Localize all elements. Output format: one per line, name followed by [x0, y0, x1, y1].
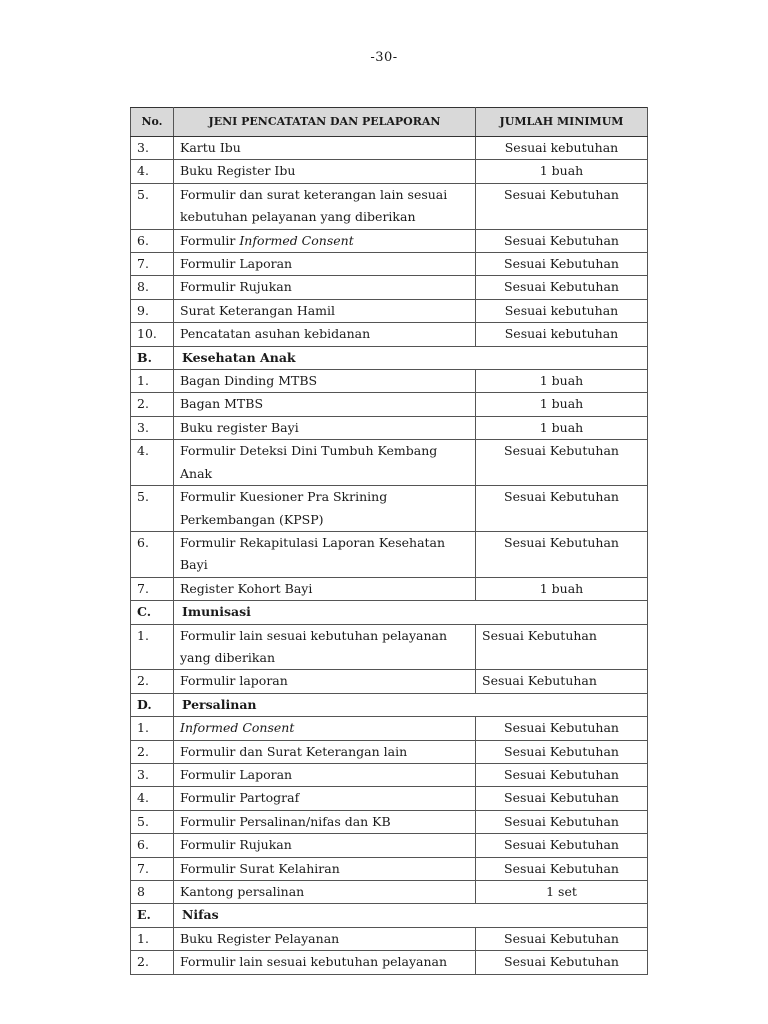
row-quantity: [476, 323, 648, 346]
row-number-text: 6.: [137, 232, 149, 248]
table-row: [131, 299, 648, 322]
header-minimum-quantity: JUMLAH MINIMUM: [476, 108, 648, 137]
row-quantity: [476, 393, 648, 416]
row-quantity: [476, 787, 648, 810]
row-item: [174, 253, 476, 276]
header-record-type: JENI PENCATATAN DAN PELAPORAN: [174, 108, 476, 137]
row-item: [174, 531, 476, 577]
row-quantity: [476, 276, 648, 299]
row-quantity-text: 1 buah: [539, 580, 584, 596]
row-item: [174, 881, 476, 904]
row-number: [131, 881, 174, 904]
row-item-text: Pencatatan asuhan kebidanan: [180, 326, 371, 342]
row-item-text: Buku Register Ibu: [180, 163, 296, 179]
table-row: [131, 810, 648, 833]
row-quantity: [476, 951, 648, 974]
table-row: [131, 416, 648, 439]
row-quantity-text: Sesuai Kebutuhan: [482, 673, 597, 689]
row-quantity-text: Sesuai Kebutuhan: [504, 930, 619, 946]
row-item-text: Formulir laporan: [180, 673, 288, 689]
table-row: [131, 393, 648, 416]
row-quantity: [476, 881, 648, 904]
row-item: [174, 927, 476, 950]
row-number-text: 1.: [137, 930, 149, 946]
table-row: [131, 670, 648, 693]
row-item: [174, 577, 476, 600]
row-item: [174, 717, 476, 740]
row-number-text: 5.: [137, 186, 149, 202]
row-item-text: Buku register Bayi: [180, 419, 299, 435]
row-number-text: 3.: [137, 419, 149, 435]
section-letter: [131, 346, 174, 369]
section-row: [131, 346, 648, 369]
row-number-text: 1.: [137, 373, 149, 389]
row-number: [131, 857, 174, 880]
row-quantity: [476, 740, 648, 763]
row-quantity-text: Sesuai Kebutuhan: [504, 720, 619, 736]
table-row: [131, 486, 648, 532]
row-quantity-text: Sesuai kebutuhan: [504, 302, 619, 318]
row-item: [174, 486, 476, 532]
row-item-text: Formulir dan surat keterangan lain sesuai kebutuhan pelayanan yang diberikan: [180, 186, 448, 225]
row-quantity-text: Sesuai Kebutuhan: [504, 813, 619, 829]
row-number-text: 1.: [137, 627, 149, 643]
row-quantity: [476, 416, 648, 439]
row-quantity-text: Sesuai Kebutuhan: [504, 489, 619, 505]
row-item: [174, 160, 476, 183]
row-quantity: [476, 299, 648, 322]
row-quantity-text: Sesuai kebutuhan: [504, 326, 619, 342]
row-item: [174, 299, 476, 322]
section-letter-text: E.: [137, 907, 151, 923]
row-quantity: [476, 670, 648, 693]
table-row: [131, 740, 648, 763]
section-title-text: Nifas: [182, 907, 219, 923]
row-item-text: Register Kohort Bayi: [180, 580, 313, 596]
table-row: [131, 370, 648, 393]
row-item: [174, 810, 476, 833]
row-quantity: [476, 927, 648, 950]
row-item-text: Formulir Rujukan: [180, 279, 292, 295]
row-item-text: Formulir Surat Kelahiran: [180, 860, 340, 876]
row-number: [131, 299, 174, 322]
row-item: [174, 440, 476, 486]
table-row: [131, 717, 648, 740]
row-number: [131, 624, 174, 670]
section-letter-text: D.: [137, 696, 152, 712]
row-item: [174, 183, 476, 229]
row-number-text: 6.: [137, 534, 149, 550]
table-row: [131, 834, 648, 857]
row-number-text: 4.: [137, 163, 149, 179]
row-quantity-text: Sesuai Kebutuhan: [504, 766, 619, 782]
records-table: [130, 107, 648, 975]
row-item: [174, 763, 476, 786]
row-quantity-text: Sesuai Kebutuhan: [504, 186, 619, 202]
row-number-text: 5.: [137, 489, 149, 505]
row-item-text: Formulir Laporan: [180, 256, 293, 272]
section-letter: [131, 693, 174, 716]
row-item: [174, 834, 476, 857]
row-number-text: 7.: [137, 580, 149, 596]
row-quantity-text: 1 buah: [539, 419, 584, 435]
page-number: -30-: [370, 50, 398, 65]
row-item-text: Kartu Ibu: [180, 140, 241, 155]
row-quantity: [476, 440, 648, 486]
table-row: [131, 229, 648, 252]
row-quantity-text: Sesuai Kebutuhan: [504, 232, 619, 248]
row-item-text: Formulir Deteksi Dini Tumbuh Kembang Anak: [180, 443, 438, 481]
table-row: [131, 440, 648, 486]
row-number: [131, 763, 174, 786]
section-letter-text: B.: [137, 349, 152, 365]
row-item: [174, 276, 476, 299]
row-item: [174, 229, 476, 252]
row-quantity-text: Sesuai Kebutuhan: [504, 256, 619, 272]
row-item-text: Bagan MTBS: [180, 396, 264, 412]
row-item-text: Formulir Laporan: [180, 766, 293, 782]
row-item: [174, 323, 476, 346]
table-row: [131, 183, 648, 229]
row-number-text: 2.: [137, 743, 149, 759]
row-number-text: 1.: [137, 720, 149, 736]
table-row: [131, 276, 648, 299]
section-letter: [131, 904, 174, 927]
row-item: [174, 624, 476, 670]
row-quantity-text: Sesuai Kebutuhan: [504, 743, 619, 759]
row-quantity: [476, 370, 648, 393]
row-quantity: [476, 486, 648, 532]
row-quantity: [476, 810, 648, 833]
row-number: [131, 486, 174, 532]
section-letter: [131, 601, 174, 624]
row-number-text: 10.: [137, 326, 157, 342]
row-number: [131, 323, 174, 346]
table-header-row: [131, 108, 648, 137]
section-row: [131, 904, 648, 927]
row-item-text: Formulir lain sesuai kebutuhan pelayanan yang diberikan: [180, 627, 448, 665]
row-quantity-text: 1 buah: [539, 396, 584, 412]
row-number-text: 3.: [137, 140, 149, 155]
row-item: [174, 740, 476, 763]
row-number-text: 7.: [137, 860, 149, 876]
row-number-text: 5.: [137, 813, 149, 829]
section-title: [174, 601, 648, 624]
row-item-text: Surat Keterangan Hamil: [180, 302, 336, 318]
row-number: [131, 160, 174, 183]
row-quantity: [476, 253, 648, 276]
row-quantity: [476, 137, 648, 160]
row-number: [131, 787, 174, 810]
row-quantity: [476, 183, 648, 229]
row-item-text: Formulir Partograf: [180, 790, 300, 806]
row-quantity-text: Sesuai Kebutuhan: [504, 443, 619, 459]
row-quantity-text: Sesuai kebutuhan: [504, 140, 619, 155]
row-number-text: 6.: [137, 837, 149, 853]
row-number-text: 7.: [137, 256, 149, 272]
row-item-text: Formulir lain sesuai kebutuhan pelayanan: [180, 954, 448, 970]
row-item: [174, 670, 476, 693]
row-number: [131, 229, 174, 252]
row-number: [131, 253, 174, 276]
table-row: [131, 531, 648, 577]
row-number: [131, 416, 174, 439]
table-row: [131, 763, 648, 786]
table-row: [131, 577, 648, 600]
row-quantity: [476, 834, 648, 857]
row-item-italic: Informed Consent: [180, 720, 295, 736]
table-row: [131, 137, 648, 160]
row-number-text: 8.: [137, 279, 149, 295]
row-quantity: [476, 531, 648, 577]
row-number-text: 2.: [137, 396, 149, 412]
row-item-text: Formulir Kuesioner Pra Skrining Perkembangan (KPSP): [180, 489, 388, 527]
row-number-text: 4.: [137, 790, 149, 806]
table-row: [131, 951, 648, 974]
row-number: [131, 183, 174, 229]
row-quantity: [476, 577, 648, 600]
row-number: [131, 951, 174, 974]
table-row: [131, 253, 648, 276]
row-item-text: Formulir: [180, 232, 240, 248]
row-quantity-text: Sesuai Kebutuhan: [504, 837, 619, 853]
row-quantity: [476, 717, 648, 740]
row-item-text: Formulir Rujukan: [180, 837, 292, 853]
row-item-text: Bagan Dinding MTBS: [180, 373, 318, 389]
row-quantity-text: Sesuai Kebutuhan: [504, 860, 619, 876]
section-title: [174, 346, 648, 369]
row-item: [174, 857, 476, 880]
row-number: [131, 927, 174, 950]
row-item: [174, 137, 476, 160]
row-item: [174, 393, 476, 416]
row-number-text: 2.: [137, 954, 149, 970]
row-number: [131, 577, 174, 600]
row-number-text: 4.: [137, 443, 149, 459]
row-quantity: [476, 229, 648, 252]
section-row: [131, 693, 648, 716]
table-row: [131, 624, 648, 670]
row-number-text: 9.: [137, 302, 149, 318]
row-quantity-text: Sesuai Kebutuhan: [504, 534, 619, 550]
row-quantity-text: 1 buah: [539, 373, 584, 389]
row-number: [131, 810, 174, 833]
row-quantity-text: 1 set: [546, 884, 577, 899]
row-number: [131, 276, 174, 299]
table-row: [131, 857, 648, 880]
row-item: [174, 416, 476, 439]
row-item: [174, 370, 476, 393]
row-item-text: Buku Register Pelayanan: [180, 930, 340, 946]
row-quantity-text: 1 buah: [539, 163, 584, 179]
row-item: [174, 951, 476, 974]
row-quantity-text: Sesuai Kebutuhan: [504, 279, 619, 295]
section-row: [131, 601, 648, 624]
header-no: No.: [131, 108, 174, 137]
table-row: [131, 927, 648, 950]
row-quantity-text: Sesuai Kebutuhan: [504, 954, 619, 970]
row-number: [131, 531, 174, 577]
section-title-text: Kesehatan Anak: [182, 349, 296, 365]
row-quantity-text: Sesuai Kebutuhan: [482, 627, 597, 643]
row-item-text: Formulir dan Surat Keterangan lain: [180, 743, 408, 759]
row-number: [131, 834, 174, 857]
row-item-text: Kantong persalinan: [180, 884, 305, 899]
table-row: [131, 323, 648, 346]
row-number-text: 8: [137, 884, 145, 899]
section-title: [174, 693, 648, 716]
row-item: [174, 787, 476, 810]
table-row: [131, 787, 648, 810]
row-quantity: [476, 160, 648, 183]
row-item-text: Formulir Rekapitulasi Laporan Kesehatan Bayi: [180, 534, 446, 573]
row-number: [131, 440, 174, 486]
row-quantity: [476, 857, 648, 880]
section-letter-text: C.: [137, 604, 152, 620]
section-title-text: Persalinan: [182, 696, 257, 712]
table-row: [131, 160, 648, 183]
row-number: [131, 393, 174, 416]
row-quantity: [476, 763, 648, 786]
row-number: [131, 740, 174, 763]
row-item-text: Formulir Persalinan/nifas dan KB: [180, 813, 391, 829]
row-number: [131, 137, 174, 160]
row-number: [131, 370, 174, 393]
section-title-text: Imunisasi: [182, 604, 251, 620]
section-title: [174, 904, 648, 927]
row-item-italic: Informed Consent: [239, 232, 354, 248]
row-quantity-text: Sesuai Kebutuhan: [504, 790, 619, 806]
table-row: [131, 881, 648, 904]
row-number: [131, 670, 174, 693]
row-number-text: 3.: [137, 766, 149, 782]
table-body: [131, 137, 648, 975]
row-number-text: 2.: [137, 673, 149, 689]
row-quantity: [476, 624, 648, 670]
row-number: [131, 717, 174, 740]
